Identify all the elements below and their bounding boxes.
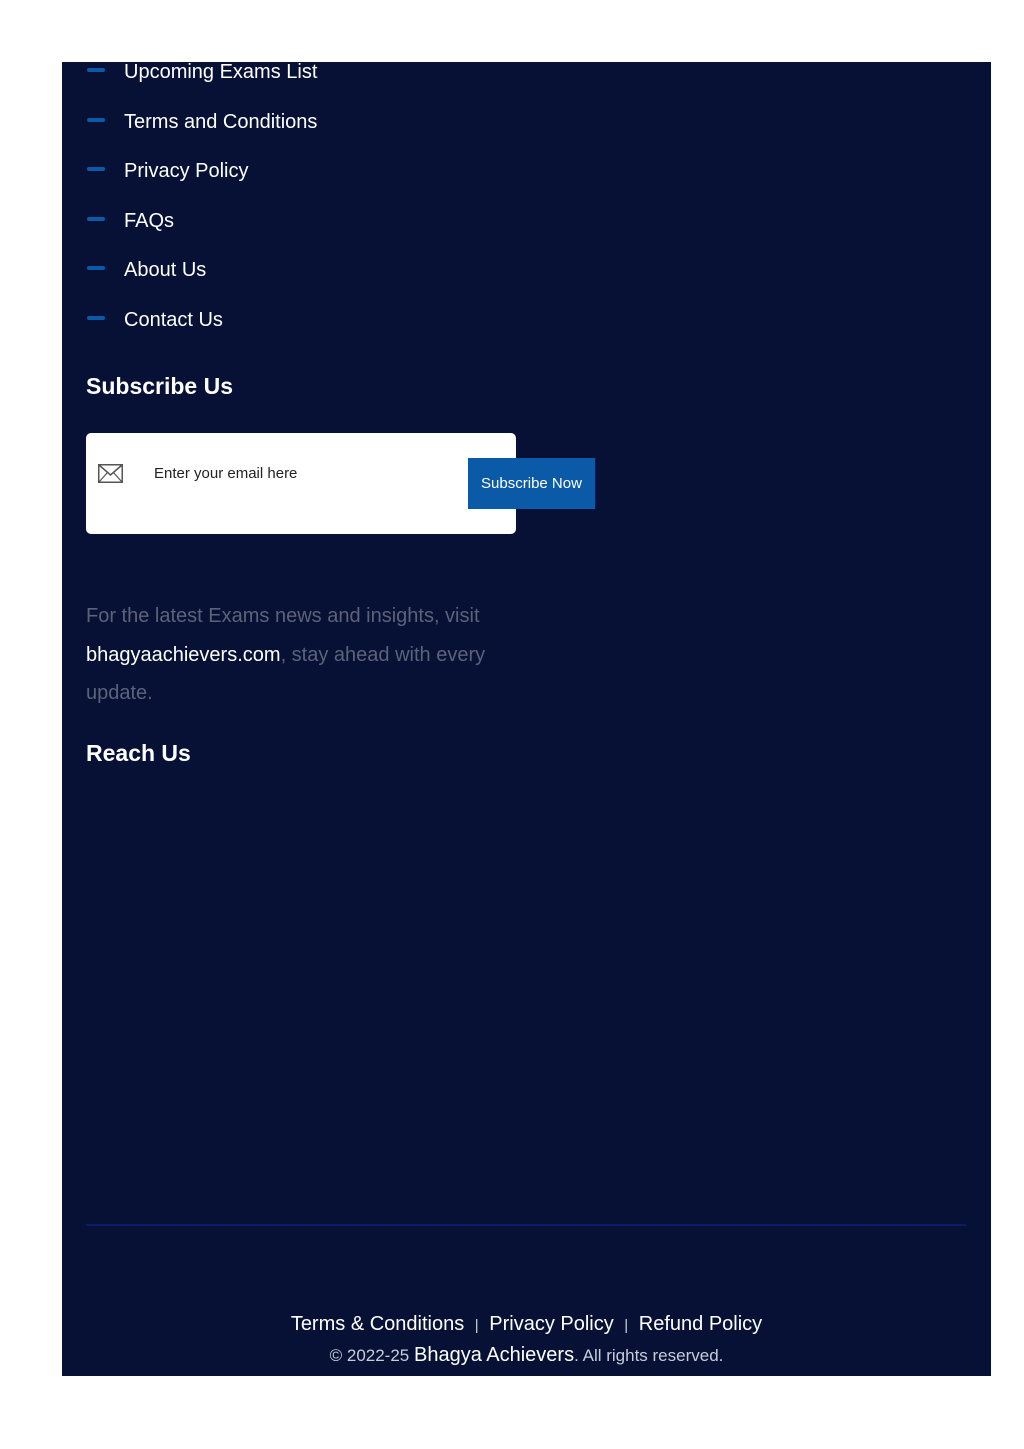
footer-link-label[interactable]: FAQs: [124, 209, 175, 232]
dash-bullet-icon: [87, 316, 105, 320]
dash-bullet-icon: [87, 68, 105, 72]
subscribe-form: [86, 433, 516, 534]
footer-link-label[interactable]: About Us: [124, 259, 207, 281]
brand-name: Bhagya Achievers: [413, 1344, 575, 1366]
legal-links: [62, 1311, 991, 1339]
copyright-prefix: © 2022-25: [329, 1346, 414, 1365]
footer-link-label[interactable]: Terms and Conditions: [124, 110, 318, 133]
copyright-notice: [62, 1342, 991, 1369]
subscribe-button[interactable]: Subscribe Now: [468, 458, 595, 509]
dash-bullet-icon: [87, 118, 105, 122]
site-blurb: [86, 597, 526, 713]
envelope-icon: [98, 464, 123, 483]
privacy-link[interactable]: Privacy Policy: [489, 1313, 614, 1335]
footer-link-label[interactable]: Contact Us: [124, 308, 223, 331]
footer-link-label[interactable]: Upcoming Exams List: [124, 61, 318, 83]
dash-bullet-icon: [87, 266, 105, 270]
footer-divider: [86, 1224, 966, 1226]
copyright-suffix: . All rights reserved.: [574, 1346, 724, 1365]
terms-link[interactable]: Terms & Conditions: [290, 1313, 465, 1335]
email-input[interactable]: [154, 461, 454, 485]
subscribe-heading: Subscribe Us: [86, 373, 233, 399]
refund-link[interactable]: Refund Policy: [638, 1313, 763, 1335]
footer-link-label[interactable]: Privacy Policy: [124, 160, 249, 182]
dash-bullet-icon: [87, 217, 105, 221]
blurb-prefix: For the latest Exams news and insights, visit: [86, 605, 480, 627]
site-footer: [62, 62, 991, 1376]
link-separator: |: [474, 1317, 479, 1334]
link-separator: |: [624, 1317, 629, 1334]
reach-us-heading: Reach Us: [86, 740, 191, 766]
dash-bullet-icon: [87, 167, 105, 171]
blurb-suffix: , stay ahead with every update.: [86, 643, 486, 704]
site-link[interactable]: bhagyaachievers.com: [86, 643, 281, 666]
